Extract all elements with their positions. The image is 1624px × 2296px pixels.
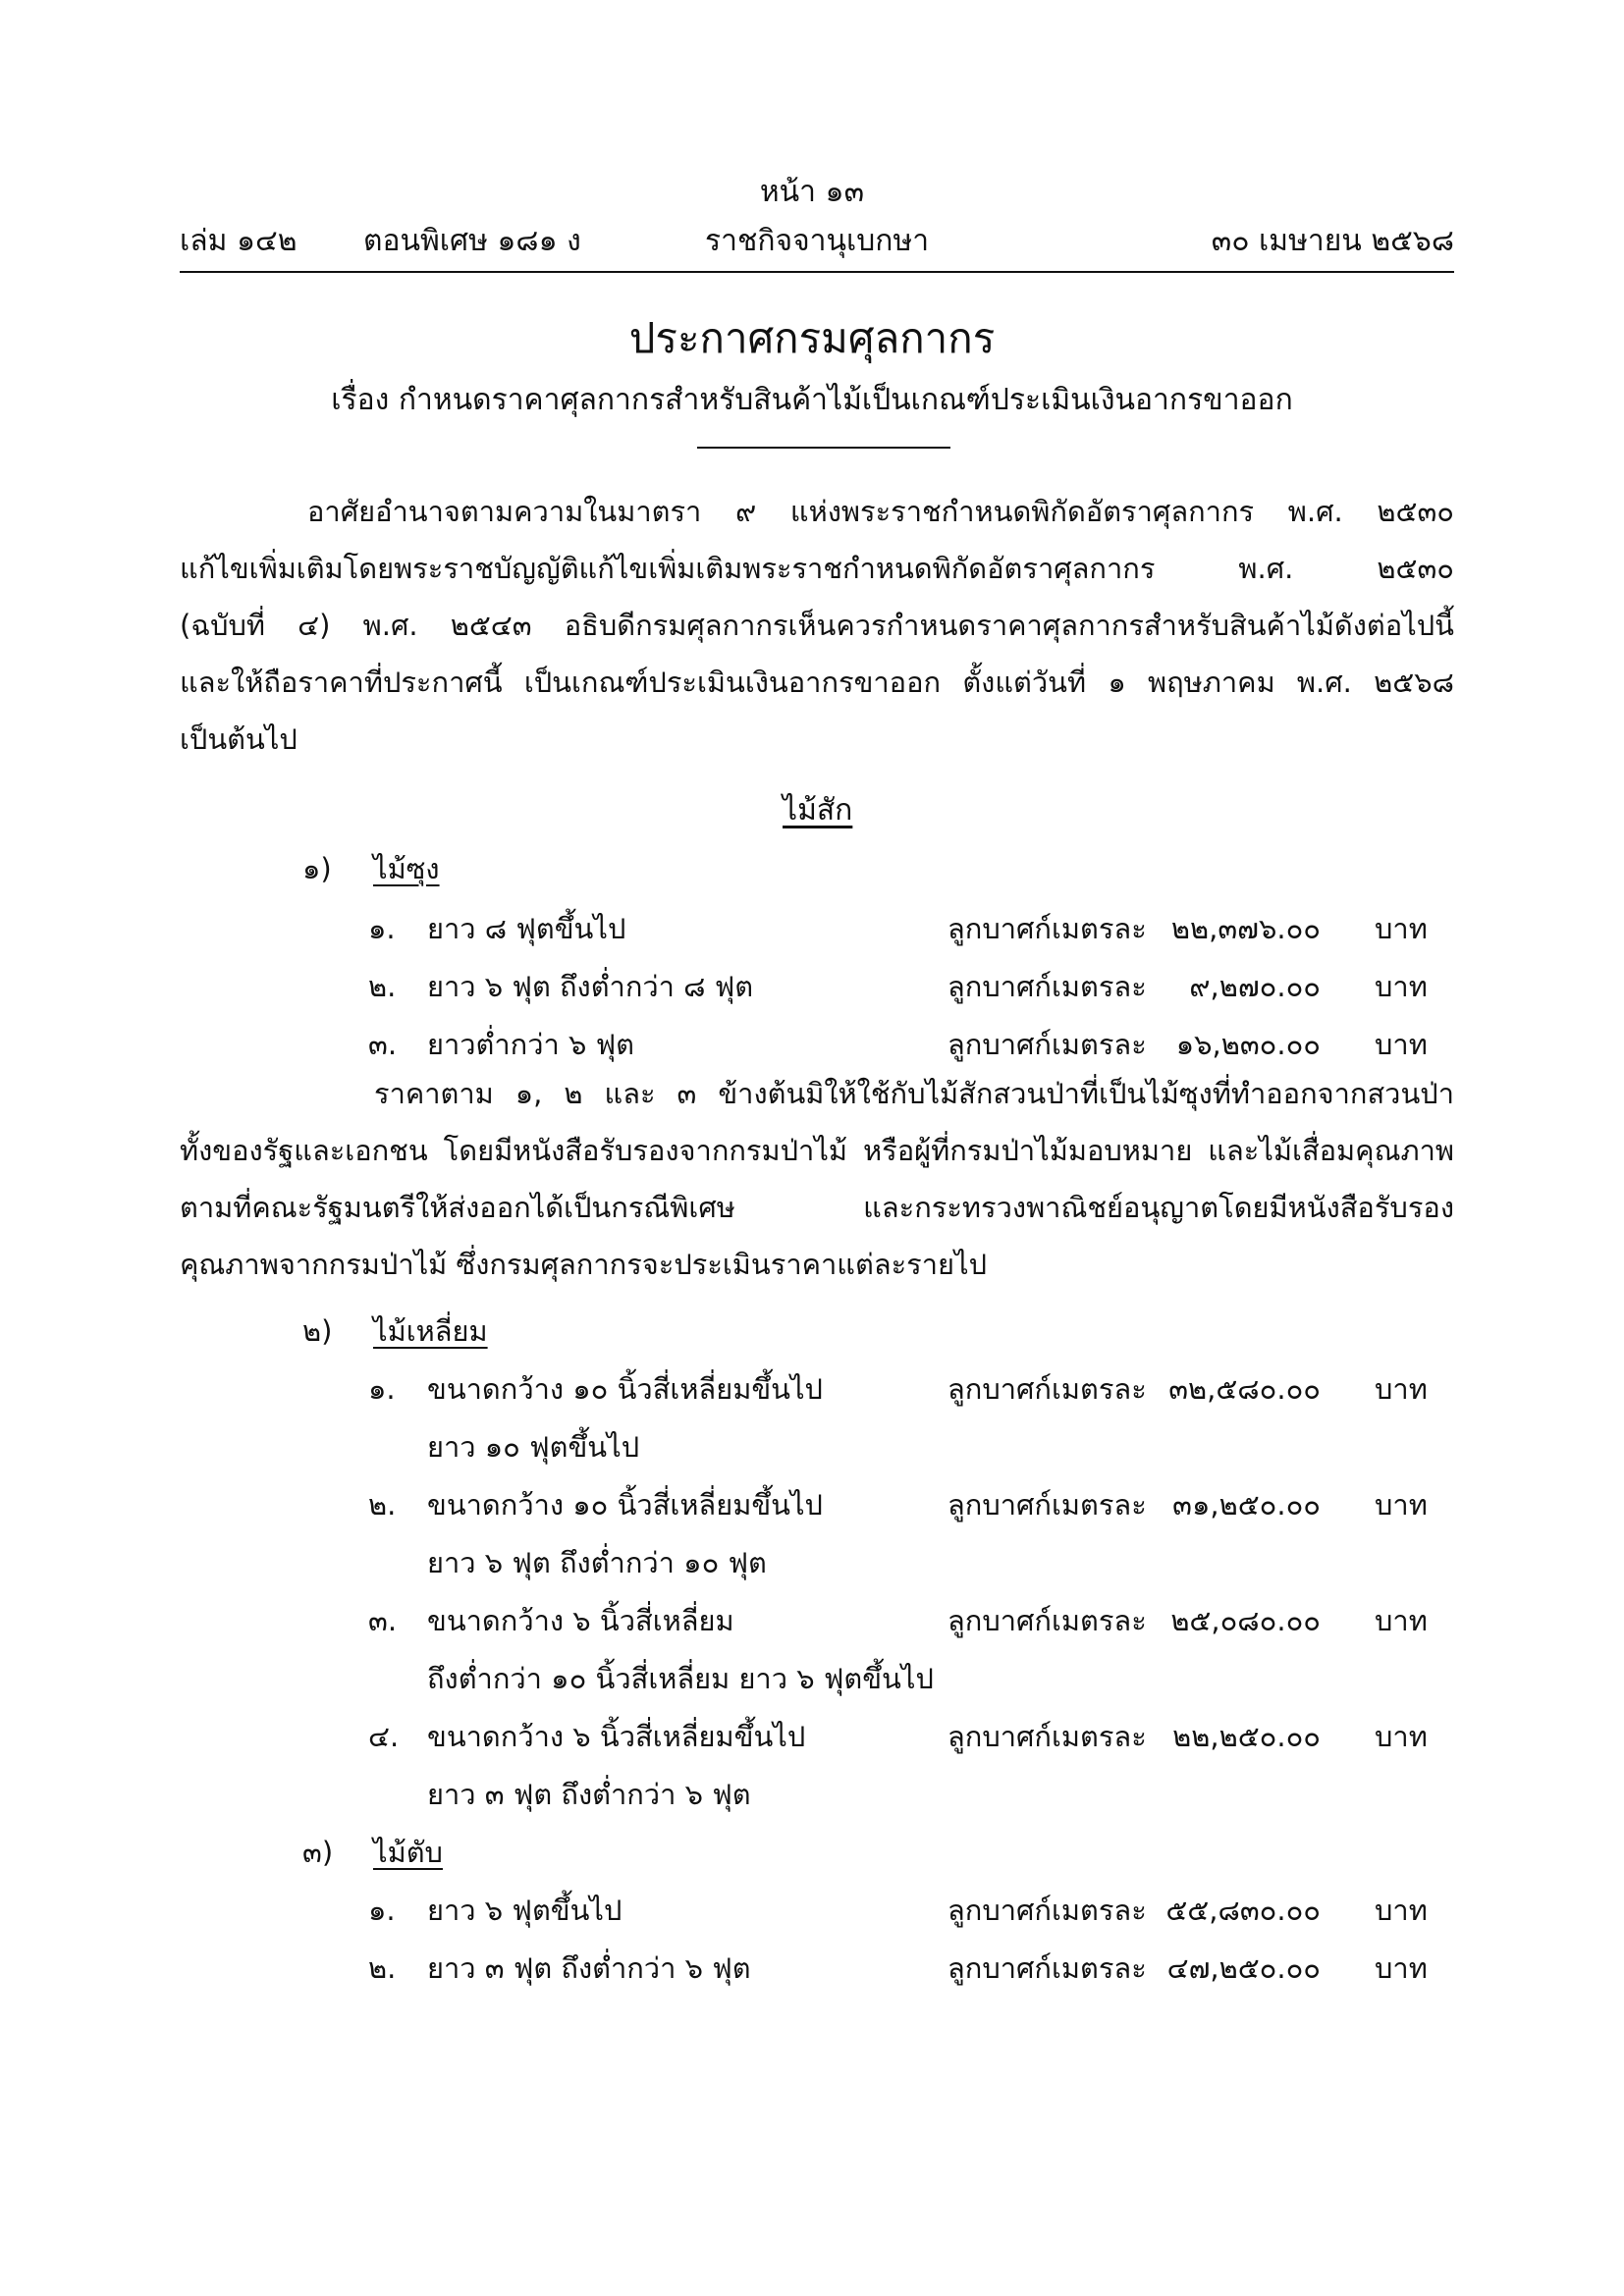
item-number: ๑. [368, 1372, 396, 1406]
item-description-cont: ยาว ๑๐ ฟุตขึ้นไป [427, 1430, 640, 1464]
condition-paragraph [180, 1065, 1454, 1293]
currency-label: บาท [1375, 970, 1428, 1003]
group-label: ไม้ซุง [373, 852, 440, 885]
price-value: ๑๖,๒๓๐.๐๐ [1175, 1028, 1321, 1061]
unit-label: ลูกบาศก์เมตรละ [947, 1372, 1147, 1406]
item-description: ยาวต่ำกว่า ๖ ฟุต [427, 1028, 635, 1061]
currency-label: บาท [1375, 1951, 1428, 1985]
condition-line: คุณภาพจากกรมป่าไม้ ซึ่งกรมศุลกากรจะประเมินราคาแต่ละรายไป [180, 1248, 988, 1281]
condition-line: ราคาตาม ๑, ๒ และ ๓ ข้างต้นมิให้ใช้กับไม้สักสวนป่าที่เป็นไม้ซุงที่ทำออกจากสวนป่า [374, 1077, 1454, 1110]
intro-line: (ฉบับที่ ๔) พ.ศ. ๒๕๔๓ อธิบดีกรมศุลกากรเห็นควรกำหนดราคาศุลกากรสำหรับสินค้าไม้ดังต่อไปนี้ [180, 609, 1454, 642]
price-value: ๔๗,๒๕๐.๐๐ [1166, 1951, 1321, 1985]
item-description-cont: ยาว ๖ ฟุต ถึงต่ำกว่า ๑๐ ฟุต [427, 1546, 767, 1579]
price-value: ๕๕,๘๓๐.๐๐ [1165, 1894, 1321, 1927]
item-number: ๒. [368, 1951, 397, 1985]
currency-label: บาท [1375, 1894, 1428, 1927]
item-description-cont: ยาว ๓ ฟุต ถึงต่ำกว่า ๖ ฟุต [427, 1778, 751, 1811]
price-value: ๒๒,๓๗๖.๐๐ [1170, 912, 1321, 945]
price-value: ๒๒,๒๕๐.๐๐ [1172, 1720, 1321, 1753]
item-number: ๑. [368, 1894, 396, 1927]
unit-label: ลูกบาศก์เมตรละ [947, 912, 1147, 945]
section-heading: ไม้สัก [783, 793, 853, 828]
item-number: ๒. [368, 1488, 397, 1522]
item-description: ยาว ๓ ฟุต ถึงต่ำกว่า ๖ ฟุต [427, 1951, 751, 1985]
currency-label: บาท [1375, 912, 1428, 945]
unit-label: ลูกบาศก์เมตรละ [947, 1028, 1147, 1061]
header-rule [180, 271, 1454, 273]
document-subject: เรื่อง กำหนดราคาศุลกากรสำหรับสินค้าไม้เป็นเกณฑ์ประเมินเงินอากรขาออก [331, 383, 1293, 417]
item-number: ๒. [368, 970, 397, 1003]
unit-label: ลูกบาศก์เมตรละ [947, 970, 1147, 1003]
volume-number: เล่ม ๑๔๒ [180, 224, 298, 258]
price-value: ๒๕,๐๘๐.๐๐ [1170, 1604, 1321, 1637]
group-number: ๒) [302, 1314, 333, 1348]
item-description: ขนาดกว้าง ๑๐ นิ้วสี่เหลี่ยมขึ้นไป [427, 1488, 823, 1522]
intro-paragraph [180, 483, 1454, 768]
condition-line: ตามที่คณะรัฐมนตรีให้ส่งออกได้เป็นกรณีพิเศษ และกระทรวงพาณิชย์อนุญาตโดยมีหนังสือรับรอง [180, 1191, 1454, 1224]
title-divider [697, 447, 950, 449]
item-description: ขนาดกว้าง ๑๐ นิ้วสี่เหลี่ยมขึ้นไป [427, 1372, 823, 1406]
price-value: ๓๒,๕๘๐.๐๐ [1168, 1372, 1321, 1406]
document-title: ประกาศกรมศุลกากร [628, 314, 996, 362]
unit-label: ลูกบาศก์เมตรละ [947, 1951, 1147, 1985]
group-label: ไม้เหลี่ยม [373, 1314, 488, 1348]
gazette-name: ราชกิจจานุเบกษา [705, 224, 930, 258]
intro-line: เป็นต้นไป [180, 722, 298, 756]
item-number: ๑. [368, 912, 396, 945]
currency-label: บาท [1375, 1372, 1428, 1406]
condition-line: ทั้งของรัฐและเอกชน โดยมีหนังสือรับรองจากกรมป่าไม้ หรือผู้ที่กรมป่าไม้มอบหมาย และไม้เสื่อมคุณภาพ [180, 1134, 1454, 1167]
item-number: ๓. [368, 1604, 398, 1637]
item-description: ขนาดกว้าง ๖ นิ้วสี่เหลี่ยม [427, 1604, 734, 1637]
currency-label: บาท [1375, 1028, 1428, 1061]
item-description: ยาว ๘ ฟุตขึ้นไป [427, 912, 626, 945]
unit-label: ลูกบาศก์เมตรละ [947, 1894, 1147, 1927]
group-number: ๑) [302, 852, 332, 885]
price-value: ๙,๒๗๐.๐๐ [1189, 970, 1321, 1003]
group-label: ไม้ตับ [373, 1836, 443, 1869]
unit-label: ลูกบาศก์เมตรละ [947, 1720, 1147, 1753]
publication-date: ๓๐ เมษายน ๒๕๖๘ [1211, 224, 1454, 258]
group-number: ๓) [302, 1836, 334, 1869]
unit-label: ลูกบาศก์เมตรละ [947, 1604, 1147, 1637]
price-value: ๓๑,๒๕๐.๐๐ [1172, 1488, 1321, 1522]
currency-label: บาท [1375, 1488, 1428, 1522]
item-description: ยาว ๖ ฟุตขึ้นไป [427, 1894, 623, 1927]
intro-line: อาศัยอำนาจตามความในมาตรา ๙ แห่งพระราชกำหนดพิกัดอัตราศุลกากร พ.ศ. ๒๕๓๐ [307, 495, 1454, 528]
item-number: ๓. [368, 1028, 398, 1061]
intro-line: แก้ไขเพิ่มเติมโดยพระราชบัญญัติแก้ไขเพิ่มเติมพระราชกำหนดพิกัดอัตราศุลกากร พ.ศ. ๒๕๓๐ [180, 552, 1454, 585]
item-number: ๔. [368, 1720, 400, 1753]
unit-label: ลูกบาศก์เมตรละ [947, 1488, 1147, 1522]
intro-line: และให้ถือราคาที่ประกาศนี้ เป็นเกณฑ์ประเมินเงินอากรขาออก ตั้งแต่วันที่ ๑ พฤษภาคม พ.ศ. ๒๕๖๘ [180, 666, 1454, 699]
page-number: หน้า ๑๓ [759, 175, 865, 209]
item-description-cont: ถึงต่ำกว่า ๑๐ นิ้วสี่เหลี่ยม ยาว ๖ ฟุตขึ้นไป [427, 1662, 934, 1695]
item-description: ขนาดกว้าง ๖ นิ้วสี่เหลี่ยมขึ้นไป [427, 1720, 806, 1753]
currency-label: บาท [1375, 1720, 1428, 1753]
item-description: ยาว ๖ ฟุต ถึงต่ำกว่า ๘ ฟุต [427, 970, 754, 1003]
issue-number: ตอนพิเศษ ๑๘๑ ง [363, 224, 581, 258]
currency-label: บาท [1375, 1604, 1428, 1637]
